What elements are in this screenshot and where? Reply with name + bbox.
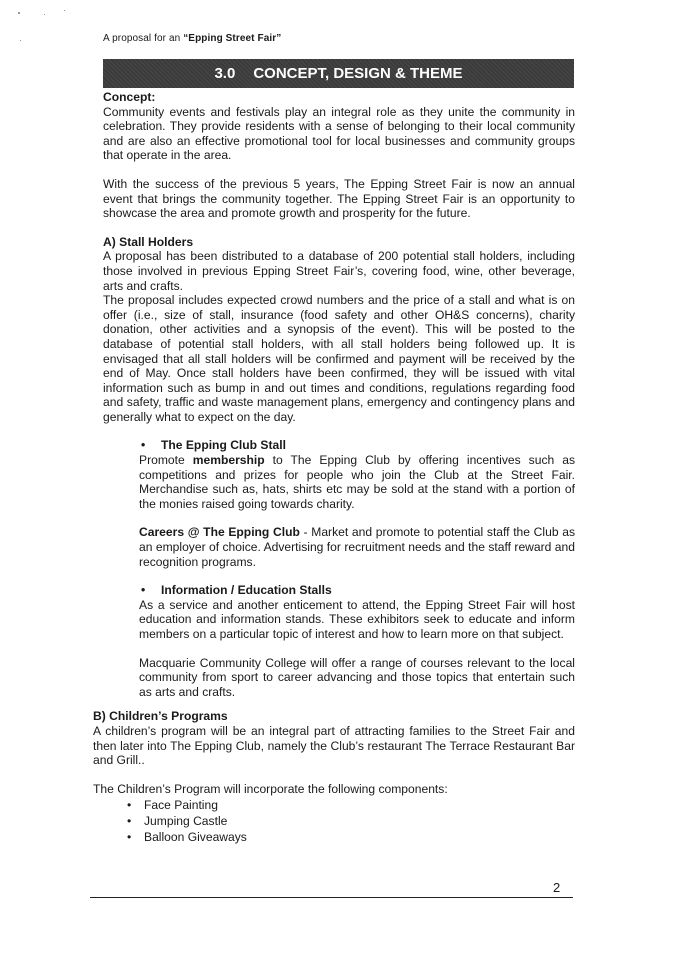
scan-speck — [64, 10, 65, 11]
stall-holders-heading: A) Stall Holders — [103, 234, 194, 249]
scan-speck — [18, 12, 20, 14]
careers-text: - Market and promote to potential staff the Club as an employer of choice. Advertising for recruitment needs and the staff reward and recognition programs. — [139, 525, 575, 569]
childrens-paragraph-1: A children’s program will be an integral part of attracting families to the Street Fair and then later into The Epping Club, namely the Club’s restaurant The Terrace Restaurant Bar and Grill.. — [93, 723, 575, 768]
bullet-icon: • — [141, 583, 146, 598]
education-heading — [141, 583, 575, 598]
list-item-text: Balloon Giveaways — [144, 829, 247, 844]
concept-paragraph-1: Community events and festivals play an integral role as they unite the community in celebration. They provide residents with a sense of belonging to their local community and are also an effective promotional tool for local businesses and community groups that operate in the area. — [103, 104, 575, 163]
education-heading-text: Information / Education Stalls — [161, 583, 332, 598]
club-stall-paragraph — [139, 453, 575, 511]
club-stall-heading — [141, 438, 575, 453]
section-banner — [103, 59, 574, 88]
club-stall-text-b: to The Epping Club by offering incentives such as competitions and prizes for people who join the Club at the Street Fair. Merchandise such as, hats, shirts etc may be sold at the stand with a portion of the monies raised going towards charity. — [139, 453, 576, 511]
footer-divider — [90, 897, 573, 898]
list-item-text: Face Painting — [144, 798, 218, 813]
education-paragraph-2: Macquarie Community College will offer a range of courses relevant to the local community from sport to career advancing and those topics that entertain such as arts and crafts. — [139, 655, 575, 699]
careers-emphasis: Careers @ The Epping Club — [139, 525, 300, 540]
childrens-components-list — [93, 798, 575, 845]
club-stall-text-a: Promote — [139, 453, 193, 468]
section-title: CONCEPT, DESIGN & THEME — [253, 65, 463, 82]
careers-paragraph — [139, 525, 575, 569]
membership-emphasis: membership — [192, 453, 265, 468]
concept-heading: Concept: — [103, 90, 156, 104]
bullet-icon: • — [127, 829, 132, 844]
bullet-icon: • — [127, 798, 132, 813]
header-prefix: A proposal for an — [103, 33, 181, 44]
page-number: 2 — [553, 880, 561, 895]
education-paragraph-1: As a service and another enticement to attend, the Epping Street Fair will host education and information stands. These exhibitors seek to educate and inform members on a particular topic of interest and how to learn more on that subject. — [139, 597, 575, 641]
list-item — [127, 814, 575, 830]
running-header — [103, 33, 281, 44]
list-item — [127, 830, 575, 846]
concept-paragraph-2: With the success of the previous 5 years, The Epping Street Fair is now an annual event that brings the community together. The Epping Street Fair is an opportunity to showcase the area and promote growth and prosperity for the future. — [103, 176, 575, 221]
stall-holders-paragraph-2: The proposal includes expected crowd numbers and the price of a stall and what is on offer (i.e., size of stall, insurance (food safety and other OH&S concerns), charity donation, other activities and a synopsis of the event). This will be posted to the database of potential stall holders, with all stall holders being followed up. It is envisaged that all stall holders will be confirmed and payment will be received by the end of May. Once stall holders have been confirmed, they will be issued with vital information such as bump in and out times and conditions, regulations regarding food and safety, traffic and waste management plans, emergency and contingency plans and generally what to expect on the day. — [103, 293, 575, 424]
scan-speck — [20, 40, 21, 41]
childrens-paragraph-2: The Children’s Program will incorporate the following components: — [93, 781, 448, 796]
childrens-heading: B) Children’s Programs — [93, 709, 228, 724]
list-item-text: Jumping Castle — [144, 813, 228, 828]
section-number: 3.0 — [214, 65, 236, 82]
header-title: “Epping Street Fair” — [183, 33, 282, 44]
bullet-icon: • — [127, 813, 132, 828]
scan-speck — [44, 14, 45, 15]
stall-holders-paragraph-1: A proposal has been distributed to a database of 200 potential stall holders, including those involved in previous Epping Street Fair’s, covering food, wine, other beverage, arts and crafts. — [103, 249, 575, 293]
bullet-icon: • — [141, 438, 146, 453]
childrens-section — [93, 709, 575, 845]
body-content — [93, 90, 576, 845]
club-stall-heading-text: The Epping Club Stall — [161, 438, 286, 453]
list-item — [127, 798, 575, 814]
club-stall-section — [139, 438, 575, 699]
